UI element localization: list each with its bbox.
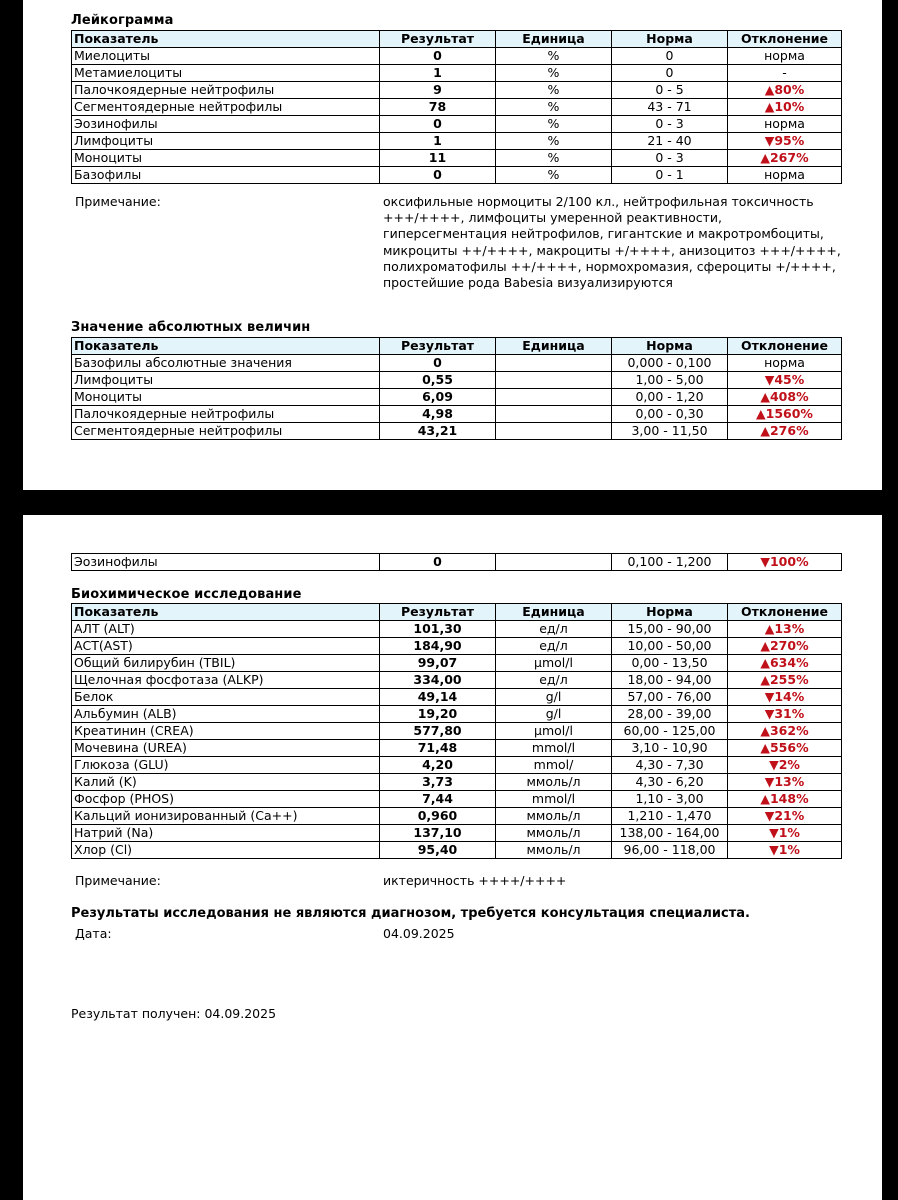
cell-deviation: ▲80%	[728, 82, 842, 99]
cell-name: Глюкоза (GLU)	[72, 757, 380, 774]
table-row	[72, 740, 842, 757]
table-row	[72, 167, 842, 184]
header-result: Результат	[380, 338, 496, 355]
leukogram-table	[71, 30, 842, 184]
cell-result: 334,00	[380, 672, 496, 689]
cell-deviation: ▲148%	[728, 791, 842, 808]
cell-deviation: норма	[728, 355, 842, 372]
cell-unit: µmol/l	[496, 723, 612, 740]
date-value: 04.09.2025	[383, 926, 455, 941]
table-header-row	[72, 604, 842, 621]
header-unit: Единица	[496, 604, 612, 621]
cell-norm: 1,10 - 3,00	[612, 791, 728, 808]
header-norm: Норма	[612, 31, 728, 48]
absolute-values-table	[71, 337, 842, 440]
absolute-values-table-continued	[71, 553, 842, 571]
cell-name: Сегментоядерные нейтрофилы	[72, 423, 380, 440]
cell-name: Палочкоядерные нейтрофилы	[72, 82, 380, 99]
cell-norm: 0	[612, 48, 728, 65]
table-row	[72, 774, 842, 791]
leukogram-note-label: Примечание:	[75, 194, 161, 209]
cell-deviation: ▲255%	[728, 672, 842, 689]
cell-result: 0	[380, 116, 496, 133]
cell-unit: %	[496, 99, 612, 116]
header-indicator: Показатель	[72, 338, 380, 355]
table-row	[72, 842, 842, 859]
cell-name: Хлор (Cl)	[72, 842, 380, 859]
header-norm: Норма	[612, 338, 728, 355]
cell-name: Базофилы	[72, 167, 380, 184]
cell-result: 78	[380, 99, 496, 116]
cell-unit	[496, 406, 612, 423]
cell-unit: %	[496, 65, 612, 82]
cell-norm: 0	[612, 65, 728, 82]
cell-norm: 0,100 - 1,200	[612, 554, 728, 571]
cell-unit: ед/л	[496, 621, 612, 638]
cell-result: 19,20	[380, 706, 496, 723]
cell-norm: 0,00 - 1,20	[612, 389, 728, 406]
cell-result: 4,98	[380, 406, 496, 423]
cell-deviation: ▲270%	[728, 638, 842, 655]
table-row	[72, 621, 842, 638]
cell-norm: 10,00 - 50,00	[612, 638, 728, 655]
cell-name: АСТ(AST)	[72, 638, 380, 655]
cell-unit: ммоль/л	[496, 808, 612, 825]
report-page-2	[23, 515, 882, 1200]
cell-name: Эозинофилы	[72, 116, 380, 133]
cell-unit: mmol/l	[496, 791, 612, 808]
cell-name: Метамиелоциты	[72, 65, 380, 82]
table-row	[72, 672, 842, 689]
header-norm: Норма	[612, 604, 728, 621]
cell-unit	[496, 389, 612, 406]
cell-unit: ммоль/л	[496, 825, 612, 842]
cell-result: 7,44	[380, 791, 496, 808]
cell-name: Моноциты	[72, 150, 380, 167]
table-row	[72, 116, 842, 133]
cell-unit: %	[496, 133, 612, 150]
table-row	[72, 655, 842, 672]
cell-name: Лимфоциты	[72, 372, 380, 389]
cell-norm: 4,30 - 7,30	[612, 757, 728, 774]
cell-name: Эозинофилы	[72, 554, 380, 571]
cell-result: 0	[380, 48, 496, 65]
table-row	[72, 372, 842, 389]
table-row	[72, 133, 842, 150]
cell-name: Палочкоядерные нейтрофилы	[72, 406, 380, 423]
cell-result: 3,73	[380, 774, 496, 791]
cell-norm: 0 - 3	[612, 116, 728, 133]
cell-name: Щелочная фосфотаза (ALKP)	[72, 672, 380, 689]
cell-unit	[496, 554, 612, 571]
cell-deviation: ▲408%	[728, 389, 842, 406]
cell-deviation: ▼100%	[728, 554, 842, 571]
cell-norm: 4,30 - 6,20	[612, 774, 728, 791]
leukogram-note-text: оксифильные нормоциты 2/100 кл., нейтрофильная токсичность +++/++++, лимфоциты умеренной реактивности, гиперсегментация нейтрофилов, гигантские и макротромбоциты, микроциты ++/++++, макроциты +/++++, анизоцитоз +++/++++, полихроматофилы ++/++++, нормохромазия, сфероциты +/++++, простейшие рода Babesia визуализируются	[383, 194, 841, 291]
cell-result: 99,07	[380, 655, 496, 672]
cell-result: 0,55	[380, 372, 496, 389]
cell-result: 95,40	[380, 842, 496, 859]
cell-deviation: ▼45%	[728, 372, 842, 389]
table-row	[72, 355, 842, 372]
cell-deviation: ▲634%	[728, 655, 842, 672]
cell-deviation: ▼21%	[728, 808, 842, 825]
table-row	[72, 706, 842, 723]
cell-unit: ед/л	[496, 672, 612, 689]
cell-result: 71,48	[380, 740, 496, 757]
cell-deviation: ▼14%	[728, 689, 842, 706]
table-row	[72, 554, 842, 571]
header-result: Результат	[380, 604, 496, 621]
table-row	[72, 406, 842, 423]
cell-result: 0	[380, 355, 496, 372]
cell-norm: 3,00 - 11,50	[612, 423, 728, 440]
cell-norm: 15,00 - 90,00	[612, 621, 728, 638]
cell-result: 577,80	[380, 723, 496, 740]
cell-norm: 0 - 5	[612, 82, 728, 99]
cell-deviation: ▼13%	[728, 774, 842, 791]
cell-result: 1	[380, 65, 496, 82]
cell-deviation: ▼1%	[728, 825, 842, 842]
result-received: Результат получен: 04.09.2025	[71, 1006, 277, 1021]
cell-unit: ед/л	[496, 638, 612, 655]
table-row	[72, 791, 842, 808]
cell-result: 1	[380, 133, 496, 150]
cell-deviation: ▲556%	[728, 740, 842, 757]
header-indicator: Показатель	[72, 604, 380, 621]
disclaimer: Результаты исследования не являются диагнозом, требуется консультация специалиста.	[71, 906, 750, 921]
cell-name: Натрий (Na)	[72, 825, 380, 842]
cell-name: Белок	[72, 689, 380, 706]
cell-norm: 60,00 - 125,00	[612, 723, 728, 740]
table-row	[72, 723, 842, 740]
cell-name: Кальций ионизированный (Ca++)	[72, 808, 380, 825]
table-row	[72, 638, 842, 655]
leukogram-title: Лейкограмма	[71, 13, 174, 28]
cell-norm: 0 - 3	[612, 150, 728, 167]
cell-norm: 18,00 - 94,00	[612, 672, 728, 689]
cell-unit: %	[496, 167, 612, 184]
cell-deviation: ▼1%	[728, 842, 842, 859]
cell-deviation: ▲1560%	[728, 406, 842, 423]
cell-unit: %	[496, 82, 612, 99]
cell-deviation: ▲13%	[728, 621, 842, 638]
cell-result: 137,10	[380, 825, 496, 842]
cell-result: 184,90	[380, 638, 496, 655]
cell-deviation: ▼31%	[728, 706, 842, 723]
cell-name: Миелоциты	[72, 48, 380, 65]
cell-unit: %	[496, 48, 612, 65]
cell-norm: 96,00 - 118,00	[612, 842, 728, 859]
cell-norm: 57,00 - 76,00	[612, 689, 728, 706]
cell-unit	[496, 372, 612, 389]
cell-name: Базофилы абсолютные значения	[72, 355, 380, 372]
cell-name: Креатинин (CREA)	[72, 723, 380, 740]
cell-name: АЛТ (ALT)	[72, 621, 380, 638]
table-row	[72, 99, 842, 116]
cell-deviation: ▲10%	[728, 99, 842, 116]
biochem-table	[71, 603, 842, 859]
table-header-row	[72, 338, 842, 355]
cell-result: 11	[380, 150, 496, 167]
cell-deviation: ▲267%	[728, 150, 842, 167]
cell-norm: 0,000 - 0,100	[612, 355, 728, 372]
cell-unit: g/l	[496, 689, 612, 706]
cell-name: Фосфор (PHOS)	[72, 791, 380, 808]
cell-name: Калий (K)	[72, 774, 380, 791]
report-page-1	[23, 0, 882, 490]
cell-unit: %	[496, 116, 612, 133]
cell-result: 0,960	[380, 808, 496, 825]
header-deviation: Отклонение	[728, 31, 842, 48]
header-indicator: Показатель	[72, 31, 380, 48]
table-row	[72, 757, 842, 774]
cell-norm: 21 - 40	[612, 133, 728, 150]
cell-unit: µmol/l	[496, 655, 612, 672]
header-deviation: Отклонение	[728, 604, 842, 621]
table-row	[72, 48, 842, 65]
cell-deviation: ▲362%	[728, 723, 842, 740]
biochem-note-label: Примечание:	[75, 873, 161, 888]
table-row	[72, 150, 842, 167]
cell-result: 0	[380, 554, 496, 571]
cell-name: Альбумин (ALB)	[72, 706, 380, 723]
cell-norm: 1,00 - 5,00	[612, 372, 728, 389]
cell-unit: g/l	[496, 706, 612, 723]
cell-deviation: норма	[728, 167, 842, 184]
date-label: Дата:	[75, 926, 112, 941]
cell-deviation: ▲276%	[728, 423, 842, 440]
cell-name: Лимфоциты	[72, 133, 380, 150]
header-unit: Единица	[496, 31, 612, 48]
cell-result: 4,20	[380, 757, 496, 774]
cell-unit: ммоль/л	[496, 774, 612, 791]
header-result: Результат	[380, 31, 496, 48]
cell-name: Мочевина (UREA)	[72, 740, 380, 757]
cell-deviation: ▼2%	[728, 757, 842, 774]
cell-unit: mmol/l	[496, 740, 612, 757]
cell-deviation: -	[728, 65, 842, 82]
table-row	[72, 389, 842, 406]
cell-norm: 3,10 - 10,90	[612, 740, 728, 757]
table-row	[72, 423, 842, 440]
table-row	[72, 82, 842, 99]
cell-norm: 0 - 1	[612, 167, 728, 184]
cell-norm: 28,00 - 39,00	[612, 706, 728, 723]
cell-unit: mmol/	[496, 757, 612, 774]
cell-name: Сегментоядерные нейтрофилы	[72, 99, 380, 116]
cell-norm: 0,00 - 0,30	[612, 406, 728, 423]
cell-unit	[496, 355, 612, 372]
cell-norm: 1,210 - 1,470	[612, 808, 728, 825]
cell-deviation: норма	[728, 116, 842, 133]
biochem-note-text: иктеричность ++++/++++	[383, 873, 567, 888]
table-row	[72, 808, 842, 825]
table-row	[72, 825, 842, 842]
cell-result: 101,30	[380, 621, 496, 638]
cell-result: 9	[380, 82, 496, 99]
cell-deviation: норма	[728, 48, 842, 65]
cell-unit	[496, 423, 612, 440]
cell-result: 0	[380, 167, 496, 184]
cell-unit: %	[496, 150, 612, 167]
cell-norm: 0,00 - 13,50	[612, 655, 728, 672]
biochem-title: Биохимическое исследование	[71, 587, 302, 602]
cell-norm: 138,00 - 164,00	[612, 825, 728, 842]
cell-unit: ммоль/л	[496, 842, 612, 859]
cell-deviation: ▼95%	[728, 133, 842, 150]
table-row	[72, 65, 842, 82]
cell-name: Моноциты	[72, 389, 380, 406]
table-header-row	[72, 31, 842, 48]
cell-norm: 43 - 71	[612, 99, 728, 116]
absolute-values-title: Значение абсолютных величин	[71, 320, 311, 335]
cell-result: 6,09	[380, 389, 496, 406]
header-unit: Единица	[496, 338, 612, 355]
cell-result: 43,21	[380, 423, 496, 440]
table-row	[72, 689, 842, 706]
header-deviation: Отклонение	[728, 338, 842, 355]
cell-result: 49,14	[380, 689, 496, 706]
cell-name: Общий билирубин (TBIL)	[72, 655, 380, 672]
